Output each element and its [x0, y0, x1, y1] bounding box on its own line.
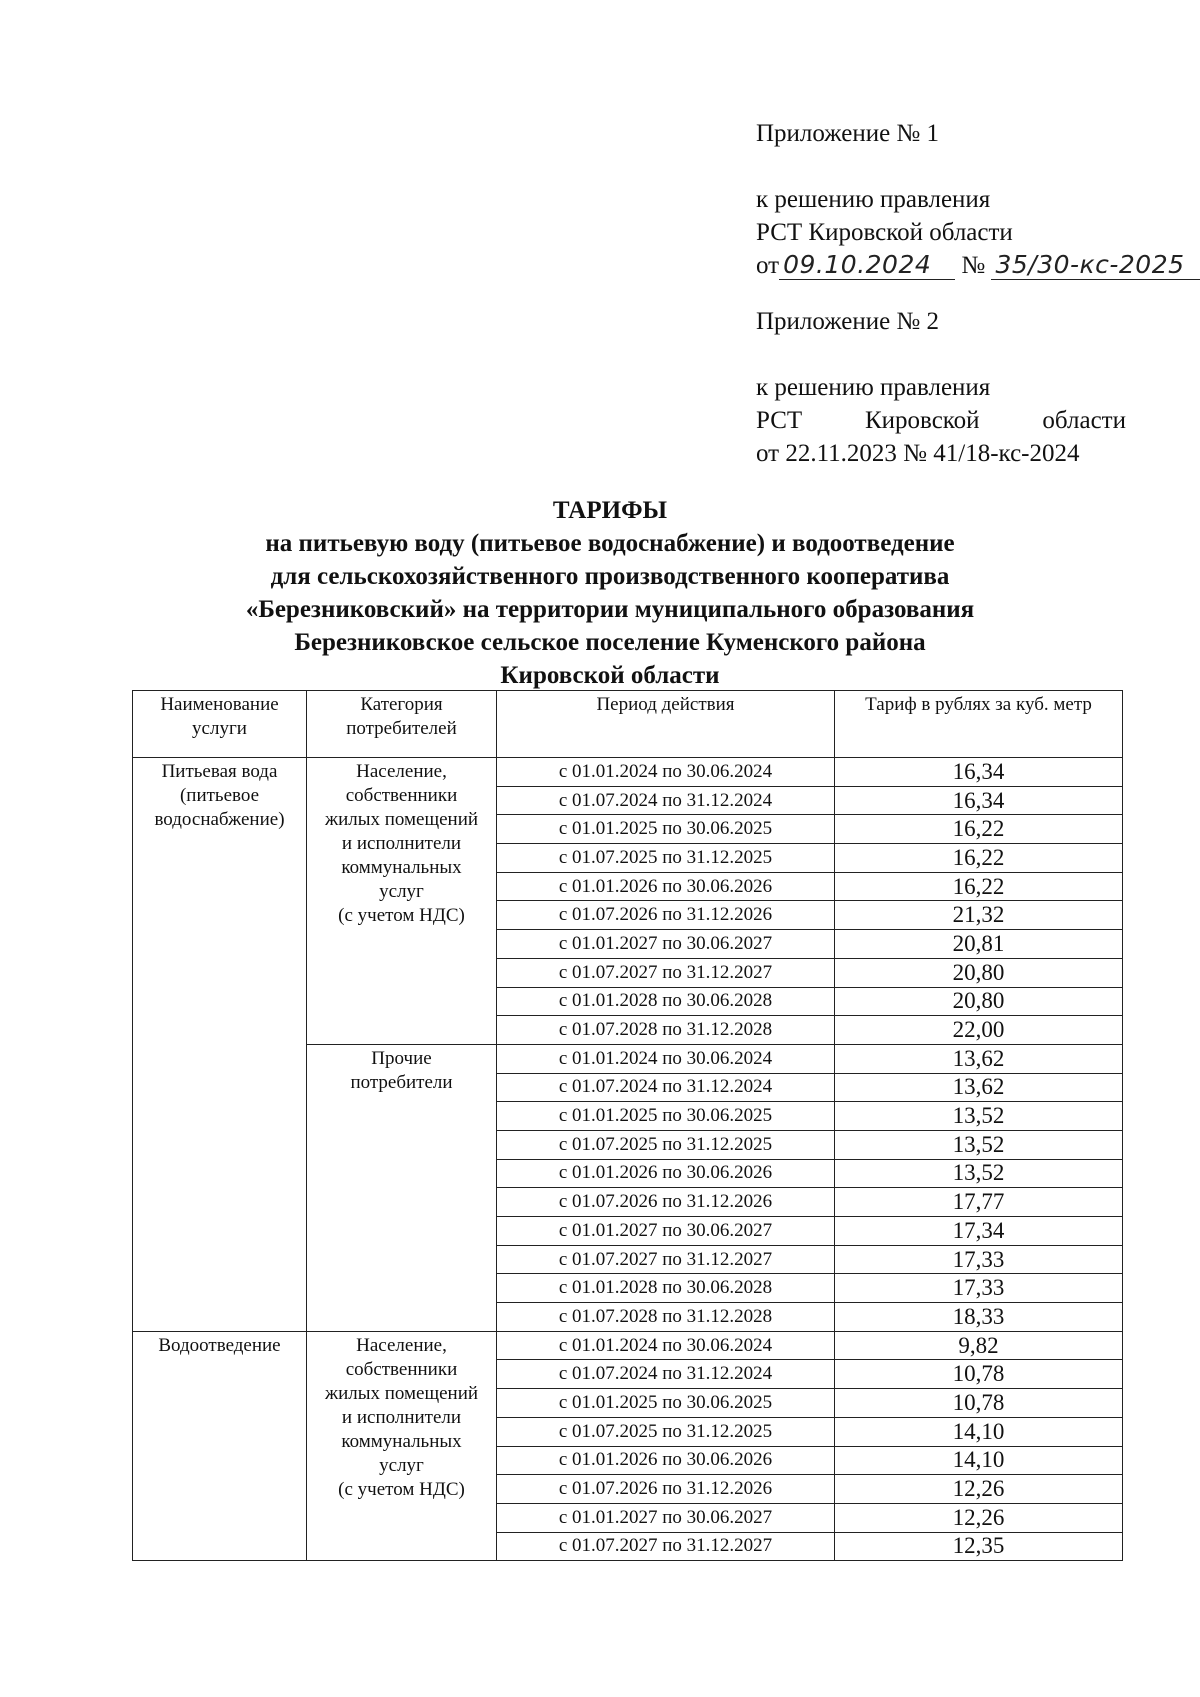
period-cell: с 01.01.2027 по 30.06.2027	[497, 1217, 835, 1246]
rate-cell: 17,34	[835, 1217, 1123, 1246]
rate-cell: 13,52	[835, 1102, 1123, 1131]
rate-cell: 18,33	[835, 1303, 1123, 1332]
appendix-1-line-2: РСТ Кировской области	[756, 219, 1013, 246]
appendix-1-block	[756, 117, 1185, 282]
handwritten-number: 35/30-кс-2025	[991, 251, 1200, 280]
service-name-cell: Питьевая вода (питьевое водоснабжение)	[133, 758, 307, 1332]
rate-cell: 12,26	[835, 1503, 1123, 1532]
appendix-2-word: Кировской	[865, 407, 980, 434]
appendix-2-word: РСТ	[756, 407, 803, 434]
period-cell: с 01.07.2024 по 31.12.2024	[497, 1073, 835, 1102]
rate-cell: 17,33	[835, 1274, 1123, 1303]
period-cell: с 01.01.2025 по 30.06.2025	[497, 1389, 835, 1418]
handwritten-date: 09.10.2024	[779, 251, 955, 280]
service-name-cell: Водоотведение	[133, 1331, 307, 1561]
heading-line: для сельскохозяйственного производственного кооператива	[270, 563, 950, 590]
rate-cell: 14,10	[835, 1417, 1123, 1446]
rate-cell: 9,82	[835, 1331, 1123, 1360]
tariffs-table	[132, 690, 1123, 1561]
heading-line: Березниковское сельское поселение Куменского района	[294, 629, 926, 656]
document-heading	[200, 494, 1020, 692]
rate-cell: 12,26	[835, 1475, 1123, 1504]
rate-cell: 13,62	[835, 1073, 1123, 1102]
period-cell: с 01.07.2026 по 31.12.2026	[497, 901, 835, 930]
period-cell: с 01.01.2025 по 30.06.2025	[497, 815, 835, 844]
rate-cell: 16,34	[835, 786, 1123, 815]
heading-line: «Березниковский» на территории муниципального образования	[245, 596, 975, 623]
rate-cell: 13,52	[835, 1159, 1123, 1188]
rate-cell: 14,10	[835, 1446, 1123, 1475]
period-cell: с 01.01.2028 по 30.06.2028	[497, 1274, 835, 1303]
rate-cell: 20,81	[835, 930, 1123, 959]
header-category: Категория потребителей	[307, 691, 497, 758]
rate-cell: 16,34	[835, 758, 1123, 787]
heading-line: Кировской области	[500, 662, 720, 689]
appendix-2-block	[756, 305, 1126, 470]
appendix-2-line-1: к решению правления	[756, 374, 991, 401]
rate-cell: 10,78	[835, 1389, 1123, 1418]
rate-cell: 21,32	[835, 901, 1123, 930]
header-rate: Тариф в рублях за куб. метр	[835, 691, 1123, 758]
rate-cell: 16,22	[835, 815, 1123, 844]
appendix-1-decision-ref	[756, 249, 1185, 282]
period-cell: с 01.01.2027 по 30.06.2027	[497, 930, 835, 959]
category-cell: Прочие потребители	[307, 1044, 497, 1331]
appendix-2-decision-ref: от 22.11.2023 № 41/18-кс-2024	[756, 440, 1080, 467]
rate-cell: 22,00	[835, 1016, 1123, 1045]
table-row	[133, 1331, 1123, 1360]
period-cell: с 01.01.2025 по 30.06.2025	[497, 1102, 835, 1131]
rate-cell: 10,78	[835, 1360, 1123, 1389]
header-period: Период действия	[497, 691, 835, 758]
number-sign: №	[961, 252, 986, 279]
period-cell: с 01.07.2028 по 31.12.2028	[497, 1303, 835, 1332]
rate-cell: 16,22	[835, 844, 1123, 873]
period-cell: с 01.01.2024 по 30.06.2024	[497, 1331, 835, 1360]
period-cell: с 01.07.2025 по 31.12.2025	[497, 1130, 835, 1159]
period-cell: с 01.07.2027 по 31.12.2027	[497, 1532, 835, 1561]
heading-line: на питьевую воду (питьевое водоснабжение) и водоотведение	[265, 530, 955, 557]
category-cell: Население, собственники жилых помещений и исполнители коммунальных услуг (с учетом НДС)	[307, 1331, 497, 1561]
period-cell: с 01.01.2026 по 30.06.2026	[497, 1159, 835, 1188]
rate-cell: 13,62	[835, 1044, 1123, 1073]
period-cell: с 01.07.2026 по 31.12.2026	[497, 1188, 835, 1217]
period-cell: с 01.07.2024 по 31.12.2024	[497, 786, 835, 815]
rate-cell: 20,80	[835, 958, 1123, 987]
appendix-1-title: Приложение № 1	[756, 120, 940, 147]
rate-cell: 17,33	[835, 1245, 1123, 1274]
period-cell: с 01.07.2028 по 31.12.2028	[497, 1016, 835, 1045]
rate-cell: 17,77	[835, 1188, 1123, 1217]
rate-cell: 16,22	[835, 872, 1123, 901]
appendix-2-title: Приложение № 2	[756, 308, 940, 335]
period-cell: с 01.07.2024 по 31.12.2024	[497, 1360, 835, 1389]
from-prefix: от	[756, 252, 780, 279]
rate-cell: 13,52	[835, 1130, 1123, 1159]
period-cell: с 01.07.2026 по 31.12.2026	[497, 1475, 835, 1504]
period-cell: с 01.01.2026 по 30.06.2026	[497, 1446, 835, 1475]
heading-line: ТАРИФЫ	[552, 497, 668, 524]
header-service: Наименование услуги	[133, 691, 307, 758]
rate-cell: 12,35	[835, 1532, 1123, 1561]
period-cell: с 01.01.2024 по 30.06.2024	[497, 758, 835, 787]
table-row	[133, 758, 1123, 787]
period-cell: с 01.07.2027 по 31.12.2027	[497, 958, 835, 987]
period-cell: с 01.07.2025 по 31.12.2025	[497, 1417, 835, 1446]
category-cell: Население, собственники жилых помещений и исполнители коммунальных услуг (с учетом НДС)	[307, 758, 497, 1045]
period-cell: с 01.01.2028 по 30.06.2028	[497, 987, 835, 1016]
rate-cell: 20,80	[835, 987, 1123, 1016]
appendix-2-word: области	[1042, 407, 1126, 434]
period-cell: с 01.01.2027 по 30.06.2027	[497, 1503, 835, 1532]
table-header-row	[133, 691, 1123, 758]
period-cell: с 01.01.2026 по 30.06.2026	[497, 872, 835, 901]
appendix-1-line-1: к решению правления	[756, 186, 991, 213]
period-cell: с 01.07.2025 по 31.12.2025	[497, 844, 835, 873]
period-cell: с 01.07.2027 по 31.12.2027	[497, 1245, 835, 1274]
period-cell: с 01.01.2024 по 30.06.2024	[497, 1044, 835, 1073]
table-body	[133, 758, 1123, 1561]
appendix-2-line-2	[756, 404, 1126, 437]
